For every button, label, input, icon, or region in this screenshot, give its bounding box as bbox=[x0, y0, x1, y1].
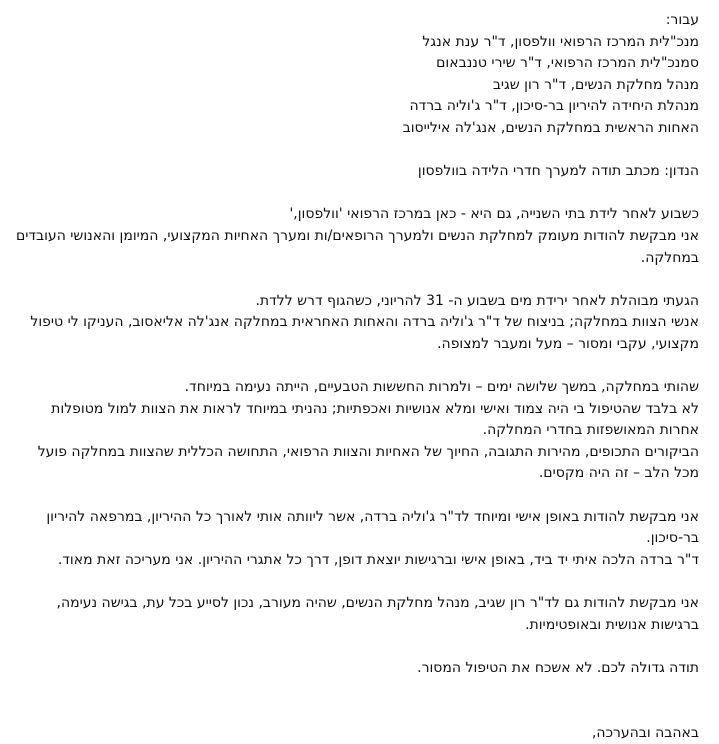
paragraph-line: ד"ר ברדה הלכה איתי יד ביד, באופן אישי וברגישות יוצאת דופן, דרך כל אתגרי ההיריון. אני מעריכה זאת מאוד. bbox=[57, 551, 699, 568]
paragraph-line: אנשי הצוות במחלקה; בניצוח של ד"ר ג'וליה ברדה והאחות האחראית במחלקה אנג'לה אליאסוב, העניקו לי טיפול מקצועי, עקבי ומסור – מעל ומעבר למצופה. bbox=[30, 314, 699, 352]
subject-line: הנדון: מכתב תודה למערך חדרי הלידה בוולפסון bbox=[417, 163, 699, 180]
letter-body bbox=[9, 10, 699, 744]
recipients-block bbox=[9, 10, 699, 140]
paragraph-line: שהותי במחלקה, במשך שלושה ימים – ולמרות החששות הטבעיים, הייתה נעימה במיוחד. bbox=[184, 379, 699, 396]
recipient-line: מנהלת היחידה להיריון בר-סיכון, ד"ר ג'וליה ברדה bbox=[409, 98, 699, 115]
recipient-line: מנכ"לית המרכז הרפואי וולפסון, ד"ר ענת אנגל bbox=[422, 33, 699, 50]
spacer bbox=[9, 679, 699, 722]
paragraph-closing bbox=[9, 658, 699, 680]
spacer bbox=[9, 356, 699, 378]
spacer bbox=[9, 571, 699, 593]
paragraph-stay bbox=[9, 377, 699, 485]
paragraph-line: אני מבקשת להודות באופן אישי ומיוחד לד"ר ג'וליה ברדה, אשר ליוותה אותי לאורך כל ההיריון, במרפאה להיריון בר-סיכון. bbox=[46, 508, 699, 547]
paragraph-line: כשבוע לאחר לידת בתי השנייה, גם היא - כאן במרכז הרפואי 'וולפסון,' bbox=[289, 206, 699, 223]
paragraph-sagiv bbox=[9, 593, 699, 636]
spacer bbox=[9, 636, 699, 658]
spacer bbox=[9, 485, 699, 507]
paragraph-line: הביקורים התכופים, מהירות התגובה, החיוך של האחיות והצוות הרפואי, התחושה הכללית שהצוות במחלקה פועל מכל הלב – זה היה מקסים. bbox=[37, 443, 699, 482]
signoff: באהבה ובהערכה, bbox=[591, 724, 699, 741]
spacer bbox=[9, 183, 699, 205]
spacer bbox=[9, 269, 699, 291]
paragraph-line: אני מבקשת להודות מעומק למחלקת הנשים ולמערך הרופאים/ות ומערך האחיות המקצועי, המיומן והאנושי העובדים במחלקה. bbox=[15, 227, 699, 266]
paragraph-line: הגעתי מבוהלת לאחר ירידת מים בשבוע ה- 31 להריוני, כשהגוף דרש ללדת. bbox=[255, 292, 699, 309]
paragraph-barda bbox=[9, 507, 699, 572]
paragraph-line: אני מבקשת להודות גם לד"ר רון שגיב, מנהל מחלקת הנשים, שהיה מעורב, נכון לסייע בכל עת, בגישה נעימה, ברגישות אנושית ובאופטימיות. bbox=[56, 595, 699, 633]
to-label: עבור: bbox=[665, 12, 699, 28]
spacer bbox=[9, 140, 699, 162]
paragraph-arrival bbox=[9, 291, 699, 356]
recipient-line: סמנכ"לית המרכז הרפואי, ד"ר שירי טננבאום bbox=[436, 55, 699, 72]
paragraph-intro bbox=[9, 204, 699, 269]
recipient-line: האחות הראשית במחלקת הנשים, אנג'לה אילייסוב bbox=[402, 119, 699, 136]
recipient-line: מנהל מחלקת הנשים, ד"ר רון שגיב bbox=[492, 76, 699, 93]
paragraph-line: לא בלבד שהטיפול בי היה צמוד ואישי ומלא אנושיות ואכפתיות; נהניתי במיוחד לראות את הצוות למול מטופלות אחרות המאושפזות בחדרי המחלקה. bbox=[51, 400, 699, 439]
paragraph-line: תודה גדולה לכם. לא אשכח את הטיפול המסור. bbox=[417, 659, 699, 676]
